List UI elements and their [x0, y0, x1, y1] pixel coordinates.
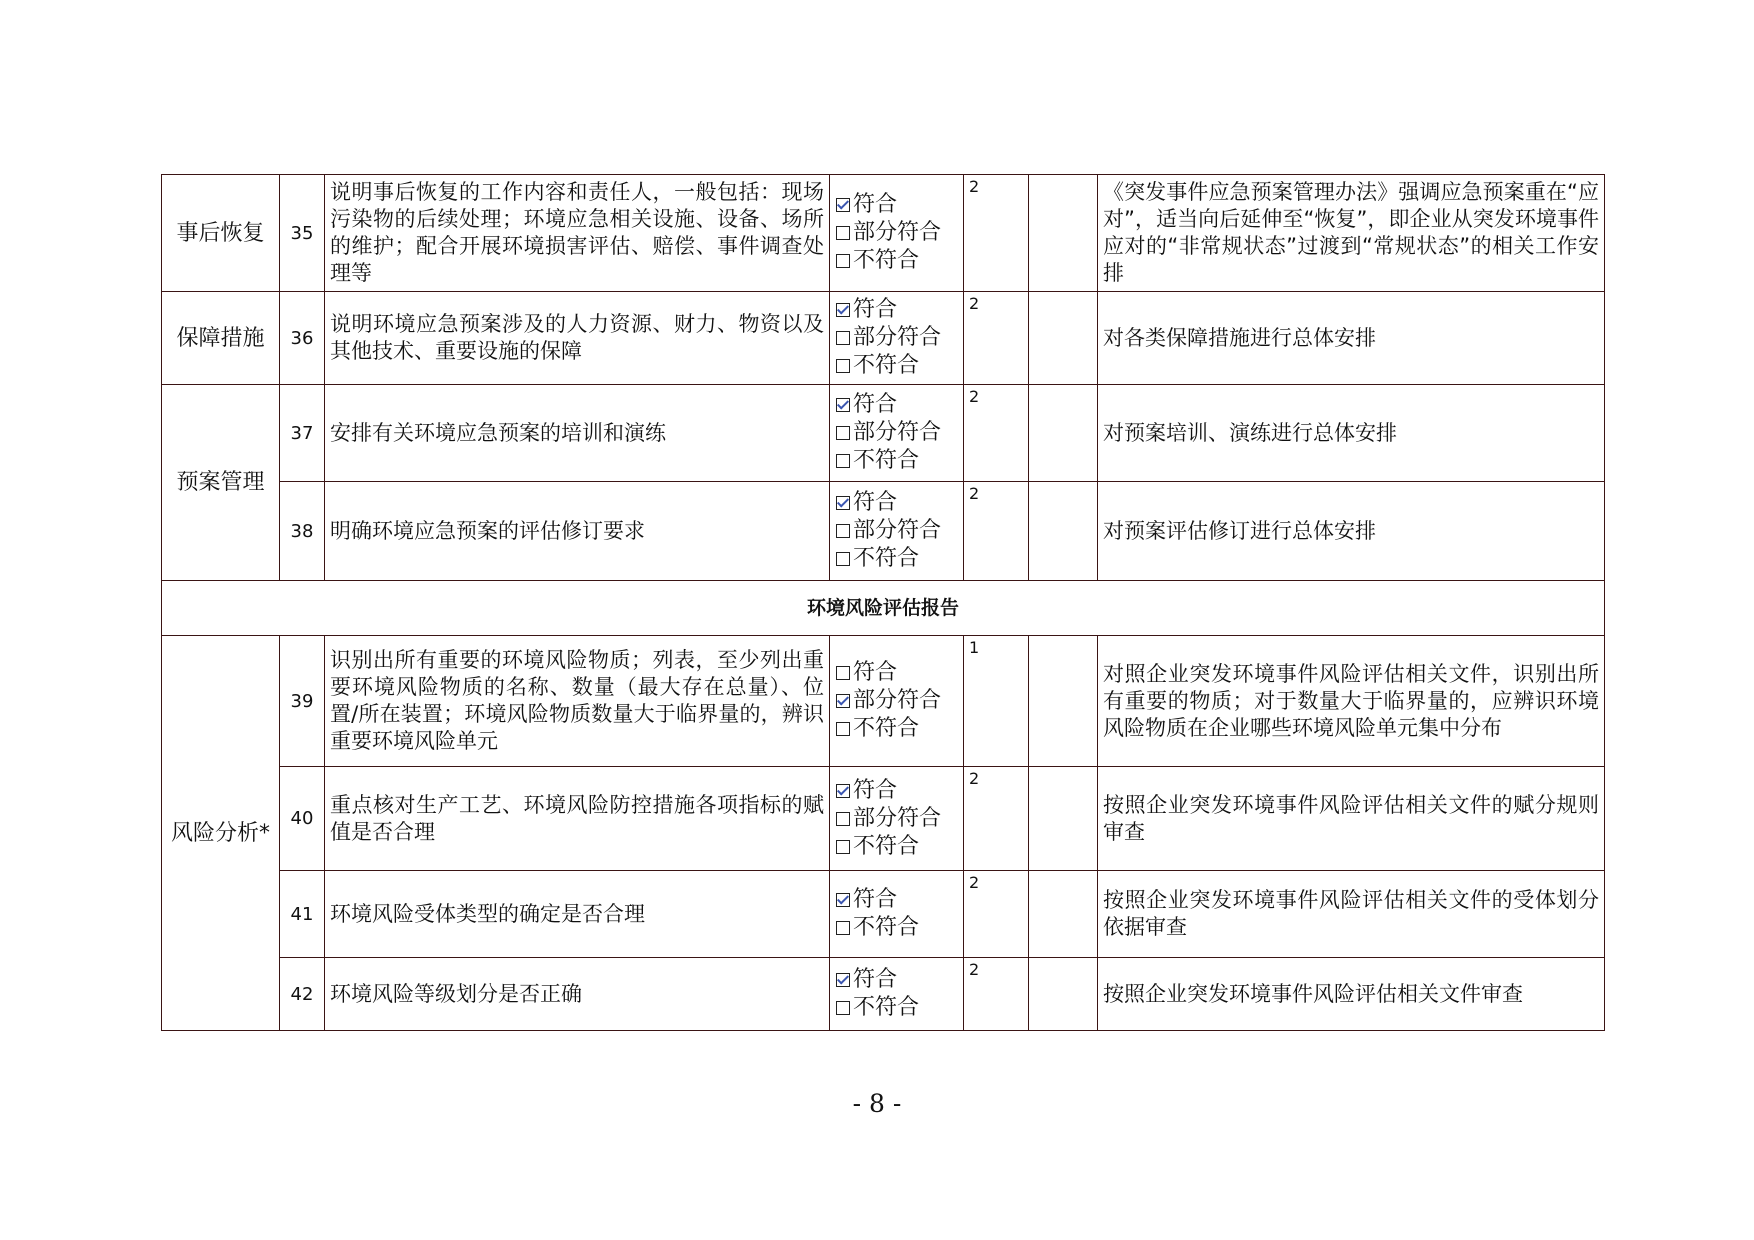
- score-cell: 1: [964, 636, 1029, 767]
- requirement-text: 明确环境应急预案的评估修订要求: [325, 482, 830, 581]
- checkbox-icon[interactable]: [836, 1001, 850, 1015]
- remark-cell: [1029, 767, 1098, 871]
- option-comply[interactable]: 符合: [836, 966, 957, 994]
- requirement-text: 说明事后恢复的工作内容和责任人，一般包括：现场污染物的后续处理；环境应急相关设施、设备、场所的维护；配合开展环境损害评估、赔偿、事件调查处理等: [325, 175, 830, 292]
- option-comply[interactable]: 符合: [836, 777, 957, 805]
- remark-cell: [1029, 636, 1098, 767]
- checkbox-icon[interactable]: [836, 552, 850, 566]
- compliance-options: [830, 871, 964, 958]
- requirement-text: 环境风险等级划分是否正确: [325, 958, 830, 1031]
- note-text: 《突发事件应急预案管理办法》强调应急预案重在“应对”，适当向后延伸至“恢复”，即企业从突发环境事件应对的“非常规状态”过渡到“常规状态”的相关工作安排: [1098, 175, 1605, 292]
- option-noncomply[interactable]: 不符合: [836, 247, 957, 275]
- compliance-options: [830, 767, 964, 871]
- remark-cell: [1029, 385, 1098, 482]
- option-comply[interactable]: 符合: [836, 391, 957, 419]
- item-number: 42: [280, 958, 325, 1031]
- option-partial[interactable]: 部分符合: [836, 219, 957, 247]
- note-text: 对预案评估修订进行总体安排: [1098, 482, 1605, 581]
- note-text: 按照企业突发环境事件风险评估相关文件的赋分规则审查: [1098, 767, 1605, 871]
- score-cell: 2: [964, 958, 1029, 1031]
- category-cell: 风险分析*: [162, 636, 280, 1031]
- option-partial[interactable]: 部分符合: [836, 517, 957, 545]
- category-cell: 预案管理: [162, 385, 280, 581]
- checked-box-icon[interactable]: [836, 694, 850, 708]
- page-number: - 8 -: [852, 1089, 902, 1118]
- checkbox-icon[interactable]: [836, 840, 850, 854]
- checkbox-icon[interactable]: [836, 921, 850, 935]
- table-row: [162, 958, 1605, 1031]
- remark-cell: [1029, 292, 1098, 385]
- checked-box-icon[interactable]: [836, 496, 850, 510]
- category-cell: 保障措施: [162, 292, 280, 385]
- option-partial[interactable]: 部分符合: [836, 687, 957, 715]
- item-number: 38: [280, 482, 325, 581]
- option-noncomply[interactable]: 不符合: [836, 447, 957, 475]
- item-number: 37: [280, 385, 325, 482]
- table-row: [162, 636, 1605, 767]
- checked-box-icon[interactable]: [836, 784, 850, 798]
- note-text: 按照企业突发环境事件风险评估相关文件审查: [1098, 958, 1605, 1031]
- option-comply[interactable]: 符合: [836, 191, 957, 219]
- table-row: [162, 292, 1605, 385]
- checked-box-icon[interactable]: [836, 893, 850, 907]
- requirement-text: 重点核对生产工艺、环境风险防控措施各项指标的赋值是否合理: [325, 767, 830, 871]
- table-row: [162, 385, 1605, 482]
- option-comply[interactable]: 符合: [836, 296, 957, 324]
- option-noncomply[interactable]: 不符合: [836, 545, 957, 573]
- checkbox-icon[interactable]: [836, 331, 850, 345]
- requirement-text: 说明环境应急预案涉及的人力资源、财力、物资以及其他技术、重要设施的保障: [325, 292, 830, 385]
- table-row: [162, 767, 1605, 871]
- score-cell: 2: [964, 767, 1029, 871]
- note-text: 对照企业突发环境事件风险评估相关文件，识别出所有重要的物质；对于数量大于临界量的，应辨识环境风险物质在企业哪些环境风险单元集中分布: [1098, 636, 1605, 767]
- review-table: [161, 174, 1605, 1031]
- note-text: 按照企业突发环境事件风险评估相关文件的受体划分依据审查: [1098, 871, 1605, 958]
- checkbox-icon[interactable]: [836, 722, 850, 736]
- checkbox-icon[interactable]: [836, 812, 850, 826]
- table-row: [162, 581, 1605, 636]
- item-number: 39: [280, 636, 325, 767]
- checkbox-icon[interactable]: [836, 666, 850, 680]
- requirement-text: 识别出所有重要的环境风险物质；列表，至少列出重要环境风险物质的名称、数量（最大存在总量）、位置/所在装置；环境风险物质数量大于临界量的，辨识重要环境风险单元: [325, 636, 830, 767]
- checkbox-icon[interactable]: [836, 254, 850, 268]
- checked-box-icon[interactable]: [836, 198, 850, 212]
- remark-cell: [1029, 958, 1098, 1031]
- option-partial[interactable]: 部分符合: [836, 324, 957, 352]
- checked-box-icon[interactable]: [836, 398, 850, 412]
- note-text: 对预案培训、演练进行总体安排: [1098, 385, 1605, 482]
- checkbox-icon[interactable]: [836, 426, 850, 440]
- remark-cell: [1029, 871, 1098, 958]
- option-comply[interactable]: 符合: [836, 489, 957, 517]
- note-text: 对各类保障措施进行总体安排: [1098, 292, 1605, 385]
- item-number: 35: [280, 175, 325, 292]
- option-noncomply[interactable]: 不符合: [836, 833, 957, 861]
- checkbox-icon[interactable]: [836, 226, 850, 240]
- option-partial[interactable]: 部分符合: [836, 419, 957, 447]
- compliance-options: [830, 175, 964, 292]
- remark-cell: [1029, 482, 1098, 581]
- table-row: [162, 871, 1605, 958]
- checkbox-icon[interactable]: [836, 524, 850, 538]
- table-row: [162, 482, 1605, 581]
- compliance-options: [830, 958, 964, 1031]
- score-cell: 2: [964, 292, 1029, 385]
- option-noncomply[interactable]: 不符合: [836, 914, 957, 942]
- checkbox-icon[interactable]: [836, 454, 850, 468]
- score-cell: 2: [964, 871, 1029, 958]
- item-number: 40: [280, 767, 325, 871]
- score-cell: 2: [964, 175, 1029, 292]
- score-cell: 2: [964, 385, 1029, 482]
- option-noncomply[interactable]: 不符合: [836, 994, 957, 1022]
- option-partial[interactable]: 部分符合: [836, 805, 957, 833]
- checked-box-icon[interactable]: [836, 973, 850, 987]
- table-row: [162, 175, 1605, 292]
- requirement-text: 安排有关环境应急预案的培训和演练: [325, 385, 830, 482]
- item-number: 36: [280, 292, 325, 385]
- score-cell: 2: [964, 482, 1029, 581]
- option-noncomply[interactable]: 不符合: [836, 352, 957, 380]
- section-title: 环境风险评估报告: [162, 581, 1605, 636]
- requirement-text: 环境风险受体类型的确定是否合理: [325, 871, 830, 958]
- option-noncomply[interactable]: 不符合: [836, 715, 957, 743]
- checkbox-icon[interactable]: [836, 359, 850, 373]
- remark-cell: [1029, 175, 1098, 292]
- item-number: 41: [280, 871, 325, 958]
- compliance-options: [830, 482, 964, 581]
- category-cell: 事后恢复: [162, 175, 280, 292]
- checked-box-icon[interactable]: [836, 303, 850, 317]
- compliance-options: [830, 292, 964, 385]
- compliance-options: [830, 385, 964, 482]
- compliance-options: [830, 636, 964, 767]
- option-comply[interactable]: 符合: [836, 886, 957, 914]
- option-comply[interactable]: 符合: [836, 659, 957, 687]
